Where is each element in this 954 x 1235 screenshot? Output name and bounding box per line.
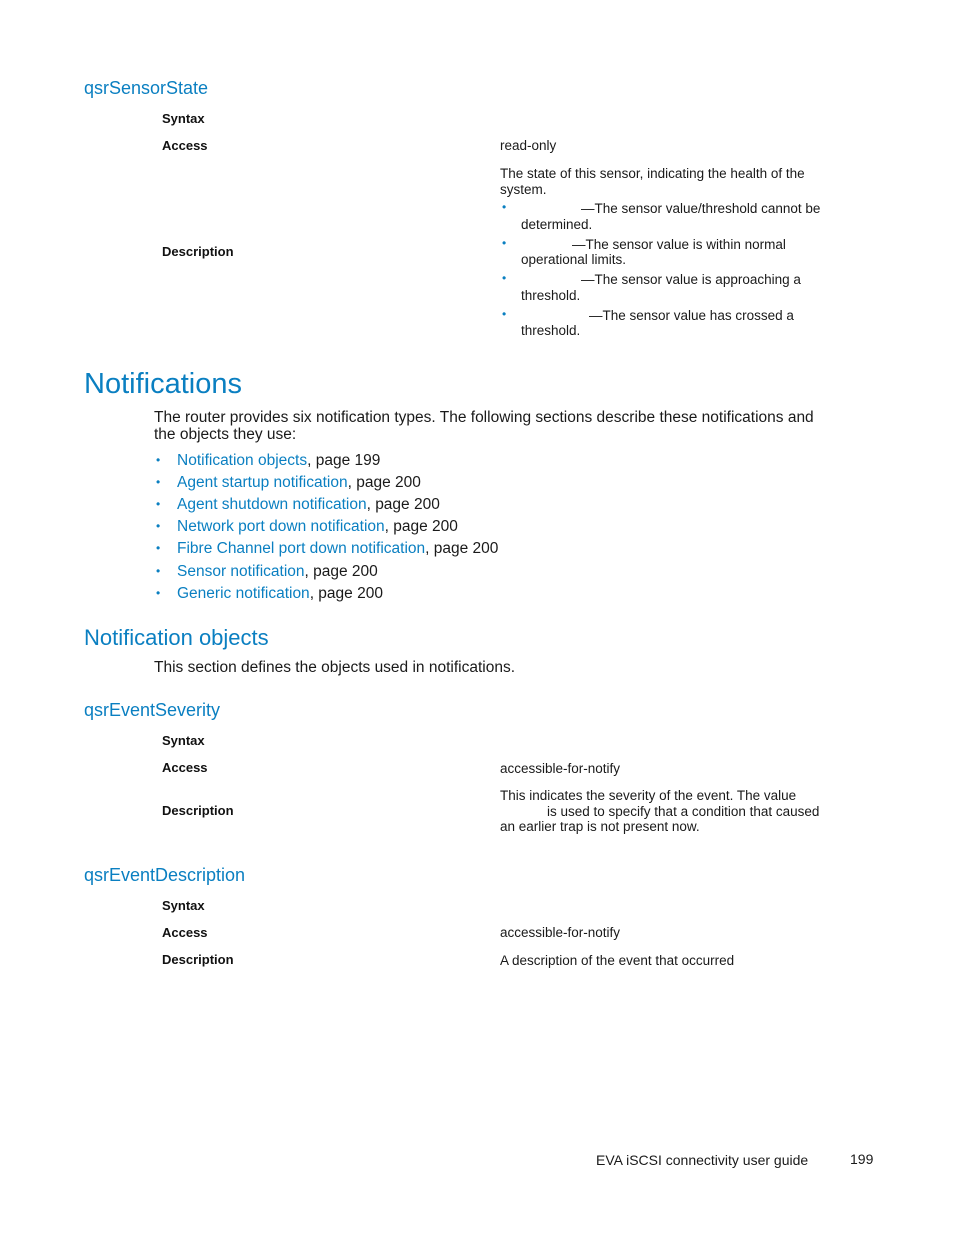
link-network-port-down-notification[interactable]: Network port down notification	[177, 518, 385, 535]
page-ref: , page 200	[309, 585, 383, 602]
bullet-icon: •	[156, 519, 161, 533]
state-text: determined.	[521, 217, 593, 232]
link-agent-startup-notification[interactable]: Agent startup notification	[177, 474, 348, 491]
bullet-icon: •	[156, 475, 161, 489]
state-text: operational limits.	[521, 252, 627, 267]
state-text: —The sensor value is within normal	[572, 237, 786, 252]
bullet-icon: •	[156, 541, 161, 555]
syntax-label: Syntax	[162, 898, 205, 913]
list-item	[177, 474, 421, 492]
state-text: —The sensor value is approaching a	[581, 272, 801, 287]
bullet-icon: •	[156, 497, 161, 511]
description-text: is used to specify that a condition that caused	[547, 804, 820, 819]
link-sensor-notification[interactable]: Sensor notification	[177, 563, 305, 580]
description-text: A description of the event that occurred	[500, 953, 735, 968]
link-generic-notification[interactable]: Generic notification	[177, 585, 310, 602]
access-value: accessible-for-notify	[500, 761, 621, 776]
page-title-notifications: Notifications	[84, 368, 242, 400]
page-ref: , page 200	[425, 540, 499, 557]
description-label: Description	[162, 803, 234, 818]
page-ref: , page 200	[366, 496, 440, 513]
list-item	[177, 518, 458, 536]
state-text: threshold.	[521, 323, 581, 338]
bullet-icon: •	[502, 307, 507, 321]
bullet-icon: •	[502, 236, 507, 250]
syntax-label: Syntax	[162, 111, 205, 126]
access-label: Access	[162, 760, 208, 775]
page-ref: , page 199	[307, 452, 381, 469]
description-label: Description	[162, 952, 234, 967]
footer-guide-title: EVA iSCSI connectivity user guide	[596, 1152, 809, 1168]
description-intro: The state of this sensor, indicating the health of the system.	[500, 166, 805, 197]
link-fibre-channel-port-down-notification[interactable]: Fibre Channel port down notification	[177, 540, 426, 557]
access-value: accessible-for-notify	[500, 925, 621, 940]
bullet-icon: •	[156, 586, 161, 600]
description-text: an earlier trap is not present now.	[500, 819, 700, 834]
section-heading-qsreventseverity: qsrEventSeverity	[84, 700, 221, 720]
state-text: —The sensor value/threshold cannot be	[581, 201, 821, 216]
page-ref: , page 200	[384, 518, 458, 535]
link-agent-shutdown-notification[interactable]: Agent shutdown notification	[177, 496, 367, 513]
bullet-icon: •	[502, 200, 507, 214]
bullet-icon: •	[156, 453, 161, 467]
list-item	[177, 452, 380, 470]
state-text: —The sensor value has crossed a	[589, 308, 794, 323]
section-heading-qsrsensorstate: qsrSensorState	[84, 78, 209, 98]
page-ref: , page 200	[347, 474, 421, 491]
state-text: threshold.	[521, 288, 581, 303]
bullet-icon: •	[502, 271, 507, 285]
notifications-intro: The router provides six notification types. The following sections describe these notifications and the objects they use:	[154, 409, 814, 443]
notification-objects-intro: This section defines the objects used in notifications.	[154, 659, 516, 676]
access-value: read-only	[500, 138, 557, 153]
list-item	[177, 496, 440, 514]
syntax-label: Syntax	[162, 733, 205, 748]
section-heading-qsreventdescription: qsrEventDescription	[84, 865, 246, 885]
bullet-icon: •	[156, 564, 161, 578]
list-item	[177, 540, 498, 558]
description-label: Description	[162, 244, 234, 259]
page-ref: , page 200	[304, 563, 378, 580]
page-number: 199	[850, 1151, 874, 1167]
access-label: Access	[162, 925, 208, 940]
description-text: This indicates the severity of the event. The value	[500, 788, 797, 803]
list-item	[177, 585, 383, 603]
section-heading-notification-objects: Notification objects	[84, 625, 269, 650]
link-notification-objects[interactable]: Notification objects	[177, 452, 308, 469]
list-item	[177, 563, 378, 581]
access-label: Access	[162, 138, 208, 153]
